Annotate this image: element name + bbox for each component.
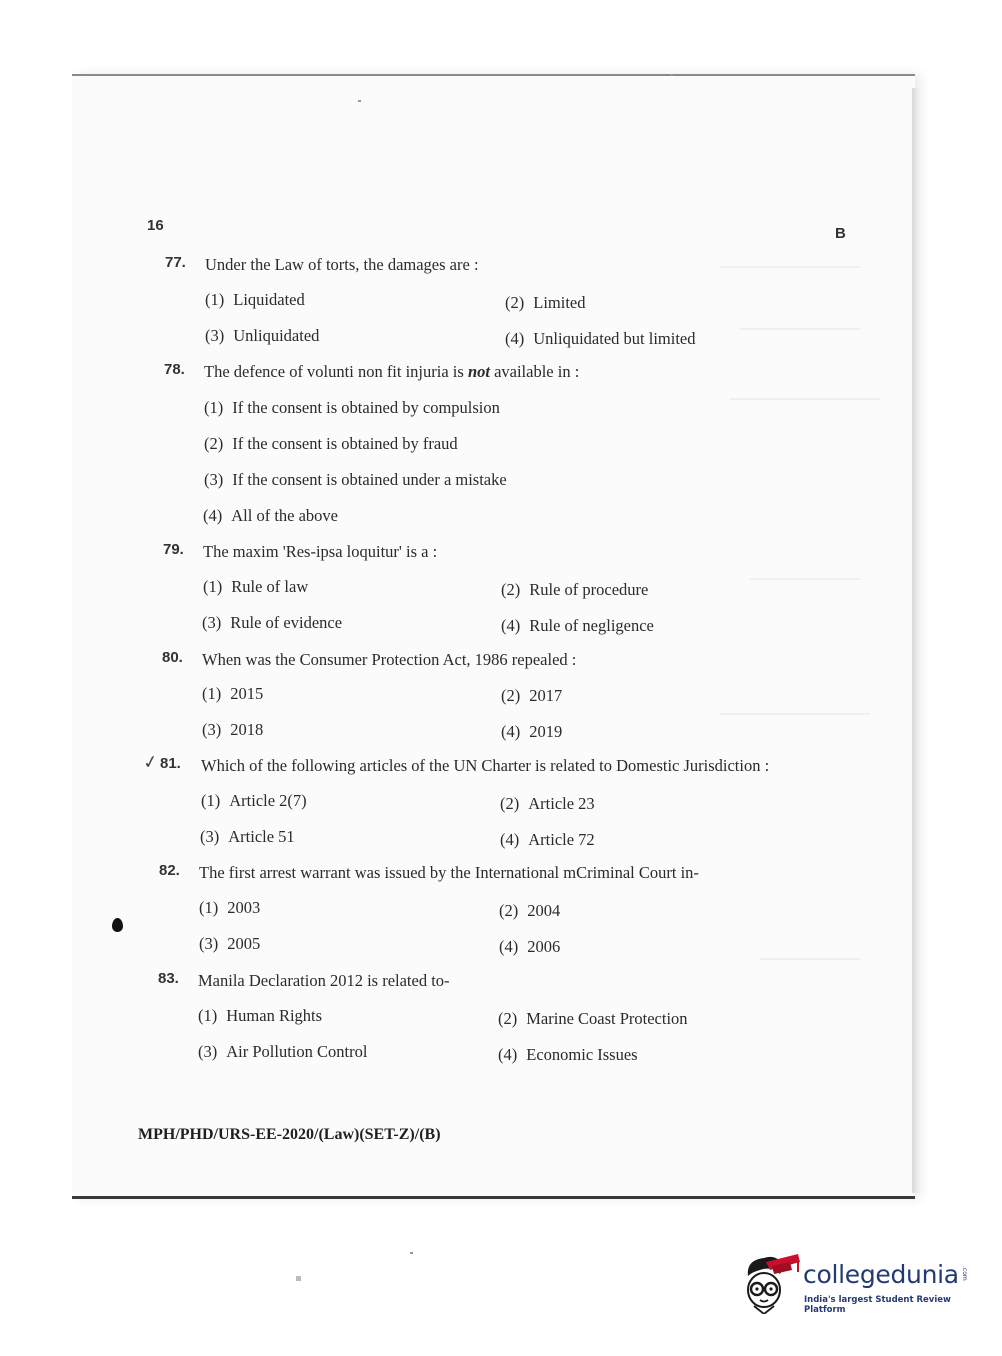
- student-mascot-icon: [742, 1252, 800, 1314]
- option: [198, 1006, 322, 1026]
- option-number: (3): [198, 1042, 218, 1061]
- option: [202, 613, 342, 633]
- option: [200, 827, 295, 847]
- option-text: Economic Issues: [526, 1045, 638, 1064]
- option: [505, 293, 586, 313]
- option: [205, 290, 305, 310]
- speck: [410, 1252, 413, 1254]
- option-number: (1): [201, 791, 221, 810]
- option-number: (4): [501, 616, 521, 635]
- option-number: (2): [499, 901, 519, 920]
- option-text: 2017: [529, 686, 563, 705]
- option-number: (3): [205, 326, 225, 345]
- bleed-through: [720, 258, 890, 1118]
- option-text: 2018: [230, 720, 264, 739]
- option-number: (1): [199, 898, 219, 917]
- question-text-emphasis: not: [467, 362, 490, 381]
- question-number: 77.: [165, 254, 186, 271]
- option: [199, 898, 260, 918]
- option-text: Article 72: [528, 830, 595, 849]
- option-text: Marine Coast Protection: [526, 1009, 688, 1028]
- sheet-edge-shadow: [912, 88, 920, 1193]
- option: [204, 470, 507, 490]
- option: [203, 506, 338, 526]
- option-text: 2003: [227, 898, 261, 917]
- set-code: B: [835, 225, 846, 242]
- option: [204, 398, 500, 418]
- option-number: (3): [199, 934, 219, 953]
- question-number: 81.: [160, 755, 181, 772]
- option: [204, 434, 458, 454]
- logo-tagline: India's largest Student Review Platform: [804, 1295, 951, 1315]
- collegedunia-logo[interactable]: [742, 1252, 972, 1318]
- option-number: (2): [501, 686, 521, 705]
- option: [202, 720, 263, 740]
- paper-code-footer: MPH/PHD/URS-EE-2020/(Law)(SET-Z)/(B): [138, 1126, 441, 1143]
- option: [501, 616, 654, 636]
- option-text: Air Pollution Control: [226, 1042, 368, 1061]
- option-number: (1): [198, 1006, 218, 1025]
- option-number: (1): [203, 577, 223, 596]
- option-text: Human Rights: [226, 1006, 323, 1025]
- question-text: Which of the following articles of the UN Charter is related to Domestic Jurisdiction :: [201, 756, 770, 775]
- option-number: (2): [204, 434, 224, 453]
- option: [505, 329, 695, 349]
- option-number: (1): [205, 290, 225, 309]
- question-number: 79.: [163, 541, 184, 558]
- option-number: (2): [501, 580, 521, 599]
- question-text: The first arrest warrant was issued by the International mCriminal Court in-: [199, 863, 699, 882]
- option-text: Limited: [533, 293, 586, 312]
- option-number: (1): [202, 684, 222, 703]
- option: [198, 1042, 367, 1062]
- option-number: (3): [204, 470, 224, 489]
- question-text: [204, 362, 579, 382]
- ink-blot: [112, 918, 123, 932]
- logo-domain-suffix: .com: [961, 1266, 968, 1281]
- question-number: 80.: [162, 649, 183, 666]
- option-text: If the consent is obtained by fraud: [232, 434, 458, 453]
- option-number: (2): [505, 293, 525, 312]
- question-number: 78.: [164, 361, 185, 378]
- option-text: Article 51: [228, 827, 295, 846]
- option-number: (3): [202, 720, 222, 739]
- option-text: All of the above: [231, 506, 339, 525]
- option: [499, 901, 560, 921]
- page-number: 16: [147, 217, 164, 234]
- option-text: If the consent is obtained by compulsion: [232, 398, 500, 417]
- question-text: Manila Declaration 2012 is related to-: [198, 971, 450, 990]
- option-number: (4): [501, 722, 521, 741]
- question-text-part: The defence of volunti non fit injuria is: [204, 362, 468, 381]
- option-number: (2): [500, 794, 520, 813]
- question-text: The maxim 'Res-ipsa loquitur' is a :: [203, 542, 438, 561]
- option-text: Rule of negligence: [529, 616, 654, 635]
- option-number: (1): [204, 398, 224, 417]
- option-number: (4): [499, 937, 519, 956]
- option-text: Rule of procedure: [529, 580, 649, 599]
- option-text: 2015: [230, 684, 264, 703]
- option-text: Rule of law: [231, 577, 309, 596]
- option-number: (4): [505, 329, 525, 348]
- option: [199, 934, 260, 954]
- option-text: 2019: [529, 722, 563, 741]
- option-number: (4): [203, 506, 223, 525]
- option-text: 2005: [227, 934, 261, 953]
- option: [500, 794, 595, 814]
- option-text: Article 23: [528, 794, 595, 813]
- logo-wordmark: collegedunia: [803, 1260, 959, 1289]
- question-number: 82.: [159, 862, 180, 879]
- question-text-part: available in :: [489, 362, 580, 381]
- option-number: (3): [202, 613, 222, 632]
- speck: [358, 100, 361, 102]
- option-text: 2004: [527, 901, 561, 920]
- option: [202, 684, 263, 704]
- speck: [296, 1276, 301, 1281]
- option-text: Article 2(7): [229, 791, 307, 810]
- option-number: (4): [500, 830, 520, 849]
- option-text: Liquidated: [233, 290, 305, 309]
- option-number: (3): [200, 827, 220, 846]
- option: [501, 580, 648, 600]
- option: [501, 686, 562, 706]
- option: [201, 791, 307, 811]
- question-number: 83.: [158, 970, 179, 987]
- option-text: Rule of evidence: [230, 613, 343, 632]
- option: [499, 937, 560, 957]
- question-text: Under the Law of torts, the damages are :: [205, 255, 479, 274]
- option-text: Unliquidated but limited: [533, 329, 696, 348]
- tick-mark-icon: ✓: [141, 750, 160, 775]
- option: [501, 722, 562, 742]
- question-text: When was the Consumer Protection Act, 1986 repealed :: [202, 650, 577, 669]
- option: [205, 326, 319, 346]
- speck: [670, 74, 673, 76]
- option-text: 2006: [527, 937, 561, 956]
- option-number: (4): [498, 1045, 518, 1064]
- option-number: (2): [498, 1009, 518, 1028]
- option: [500, 830, 595, 850]
- option: [498, 1045, 638, 1065]
- option-text: If the consent is obtained under a mistake: [232, 470, 507, 489]
- option-text: Unliquidated: [233, 326, 320, 345]
- option: [203, 577, 308, 597]
- option: [498, 1009, 688, 1029]
